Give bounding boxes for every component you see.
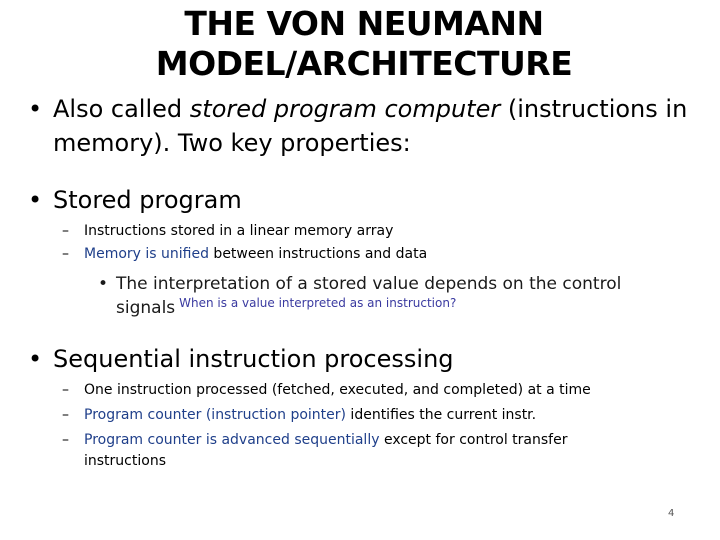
intro-emphasis: stored program computer — [189, 95, 501, 123]
stored-program-heading: Stored program — [53, 186, 242, 214]
bullet-dot: • — [28, 95, 43, 123]
sequential-heading: Sequential instruction processing — [53, 345, 454, 373]
intro-line-1: Also called stored program computer (instructions in — [53, 95, 688, 123]
title-line-2: MODEL/ARCHITECTURE — [155, 44, 573, 83]
slide: THE VON NEUMANN MODEL/ARCHITECTURE • Also called stored program computer (instructions in memory). Two key properties: • Stored program – Instructions stored in a linear memory array – Memory is unified between instructions and data • The interpretation of a stored value depends on the control signals $^{When is a value interpreted as an instruction?}$ • Sequential instruction processing – One instruction processed (fetched, executed, and completed) at a time – Program counter (instruction pointer) identifies the current instr. – Program counter is advanced sequentially except for control transfer instructions 4 — [0, 0, 720, 540]
dash-marker: – — [62, 223, 69, 239]
dash-marker: – — [62, 382, 69, 398]
instruction-question-note: When is a value interpreted as an instruction? — [179, 296, 457, 310]
bullet-dot: • — [28, 186, 43, 214]
slide-title — [0, 4, 720, 84]
dash-marker: – — [62, 432, 69, 448]
bullet-dot: • — [28, 345, 43, 373]
title-line-1: THE VON NEUMANN — [184, 4, 544, 43]
intro-line-2: memory). Two key properties: — [53, 129, 411, 157]
subitem-line-2: signals — [116, 298, 176, 318]
dash-marker: – — [62, 246, 69, 262]
subitem-line-1: The interpretation of a stored value depends on the control — [116, 274, 622, 294]
dash-marker: – — [62, 407, 69, 423]
bullet-dot: • — [98, 274, 109, 294]
page-number: 4 — [668, 508, 675, 519]
